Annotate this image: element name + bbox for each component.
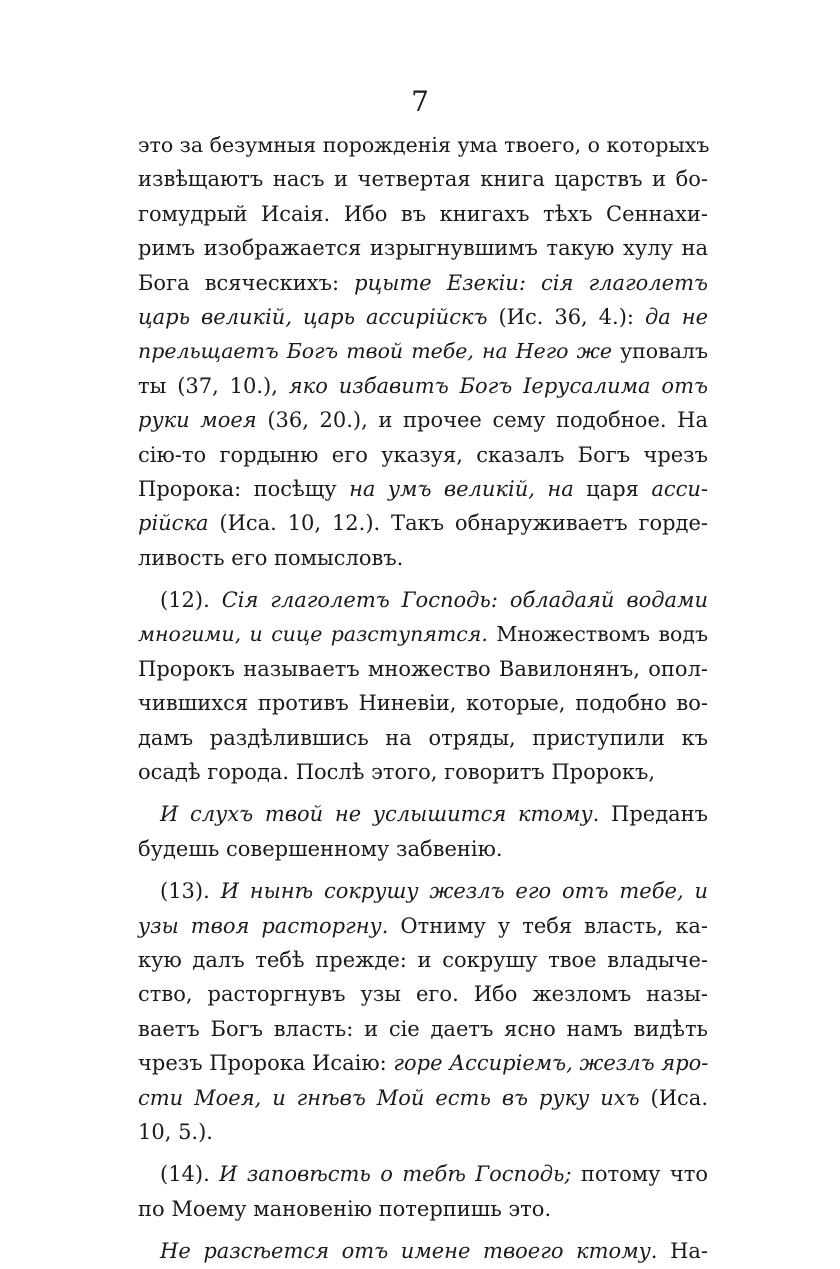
text-line [138,909,708,943]
text-line [138,506,708,540]
text-segment: 10, 5.). [138,1119,213,1144]
text-line [138,369,708,403]
text-line [138,438,708,472]
text-segment: Пророка: посѣщу [138,476,350,501]
text-segment: Преданъ [599,802,709,827]
text-line [138,617,708,651]
text-line [138,1157,708,1191]
text-line [138,1046,708,1080]
text-segment: (13). [160,879,221,904]
text-segment: уповалъ [612,339,708,364]
page-text [138,128,708,1269]
italic-quote-segment: царь великій, царь ассирійскъ [138,304,488,329]
text-line [138,300,708,334]
text-segment: царя [573,476,652,501]
italic-quote-segment: на умъ великій, на [349,476,574,501]
paragraph [138,583,708,789]
text-segment: ливость его помысловъ. [138,545,404,570]
text-segment: На- [657,1239,708,1264]
italic-quote-segment: горе Ассиріемъ, жезлъ яро- [393,1051,709,1076]
text-line [138,128,708,162]
text-segment: дамъ раздѣлившись на отряды, приступили къ [138,725,708,750]
text-segment: будешь совершенному забвенію. [138,836,503,861]
text-line [138,403,708,437]
italic-quote-segment: многими, и сице разступятся. [138,622,488,647]
paragraph [138,797,708,866]
italic-quote-segment: прельщаетъ Богъ твой тебе, на Него же [138,339,613,364]
italic-quote-segment: руки моея [138,408,257,433]
text-line [138,652,708,686]
text-line [138,1081,708,1115]
text-line [138,874,708,908]
italic-quote-segment: рцыте Езекіи: сія глаголетъ [354,270,708,295]
italic-quote-segment: И нынѣ сокрушу жезлъ его отъ тебе, и [220,879,708,904]
text-line [138,943,708,977]
text-line [138,721,708,755]
text-segment: римъ изображается изрыгнувшимъ такую хулу на [138,236,708,261]
paragraph [138,1234,708,1268]
italic-quote-segment: сти Моея, и гнѣвъ Мой есть въ руку ихъ [138,1085,640,1110]
text-line [138,266,708,300]
text-line [138,797,708,831]
text-segment: осадѣ города. Послѣ этого, говоритъ Пророкъ, [138,760,655,785]
text-segment: ваетъ Богъ власть: и сіе даетъ ясно намъ видѣть [138,1016,708,1041]
text-line [138,162,708,196]
text-line [138,197,708,231]
text-segment: по Моему мановенію потерпишь это. [138,1196,552,1221]
paragraph [138,1157,708,1226]
text-segment: ты (37, 10.), [138,373,289,398]
text-segment: ство, расторгнувъ узы его. Ибо жезломъ назы- [138,982,708,1007]
text-line [138,1115,708,1149]
text-segment: это за безумныя порожденія ума твоего, о которыхъ [138,133,710,157]
text-line [138,334,708,368]
text-line [138,541,708,575]
text-line [138,1192,708,1226]
text-line [138,583,708,617]
text-line [138,755,708,789]
italic-quote-segment: узы твоя расторгну. [138,913,389,938]
text-segment: Пророкъ называетъ множество Вавилонянъ, опол- [138,656,708,681]
text-segment: извѣщаютъ насъ и четвертая книга царствъ и бо- [138,167,708,192]
text-segment: потому что [571,1162,709,1187]
italic-quote-segment: яко избавитъ Богъ Іерусалима отъ [288,373,708,398]
text-segment: (12). [160,588,222,613]
paragraph [138,874,708,1149]
italic-quote-segment: асси- [651,476,709,501]
text-segment: Бога всяческихъ: [138,270,355,295]
text-segment: сію-то гордыню его указуя, сказалъ Богъ чрезъ [138,442,708,467]
text-segment: кую далъ тебѣ прежде: и сокрушу твое владыче- [138,947,708,972]
text-segment: (14). [160,1162,220,1187]
italic-quote-segment: Не разсѣется отъ имене твоего ктому. [160,1239,658,1264]
italic-quote-segment: рійска [138,511,209,536]
text-line [138,977,708,1011]
italic-quote-segment: Сія глаголетъ Господь: обладаяй водами [221,588,708,613]
text-segment: (36, 20.), и прочее сему подобное. На [256,408,708,433]
paragraph [138,128,708,575]
text-segment: Множествомъ водъ [487,622,708,647]
text-segment: (Иса. [639,1085,708,1110]
italic-quote-segment: И заповѣсть о тебѣ Господь; [219,1162,572,1187]
text-line [138,686,708,720]
text-segment: Отниму у тебя власть, ка- [388,913,708,938]
text-segment: гомудрый Исаія. Ибо въ книгахъ тѣхъ Сеннахи- [138,201,708,226]
text-line [138,472,708,506]
text-segment: (Ис. 36, 4.): [487,304,645,329]
italic-quote-segment: да не [644,304,708,329]
text-line [138,231,708,265]
text-segment: чившихся противъ Ниневіи, которые, подобно во- [138,691,708,716]
text-segment: чрезъ Пророка Исаію: [138,1051,394,1076]
text-line [138,1012,708,1046]
italic-quote-segment: И слухъ твой не услышится ктому. [160,802,600,827]
page-number: 7 [411,85,429,118]
text-line [138,832,708,866]
text-line [138,1234,708,1268]
text-segment: (Иса. 10, 12.). Такъ обнаруживаетъ горде- [208,511,708,536]
